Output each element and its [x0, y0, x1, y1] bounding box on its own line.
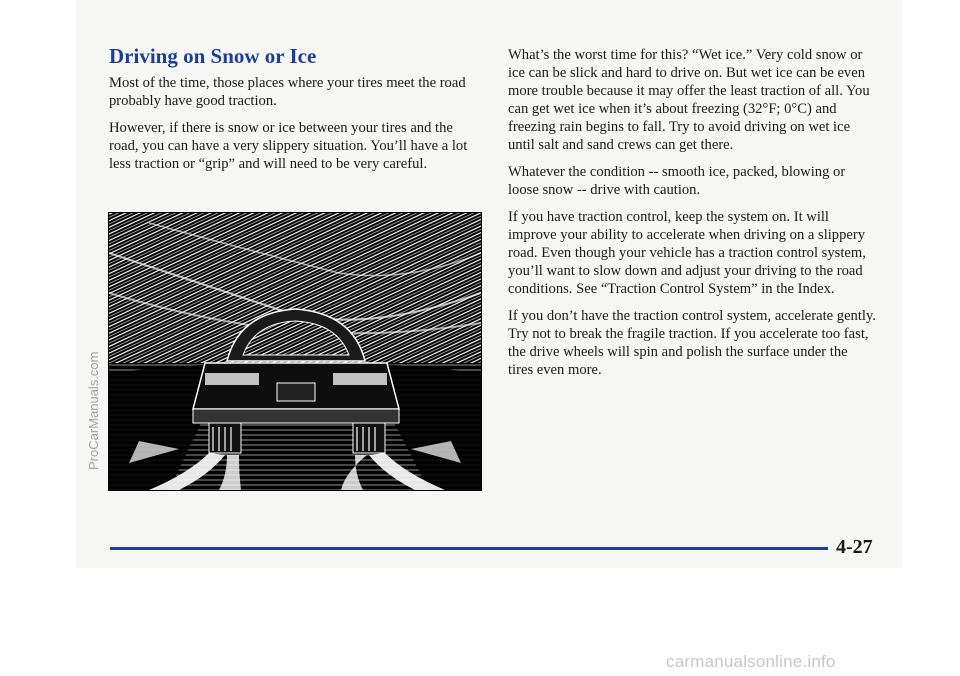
watermark: ProCarManuals.com [86, 351, 101, 470]
right-column [508, 46, 876, 388]
paragraph: What’s the worst time for this? “Wet ice.” Very cold snow or ice can be slick and hard to drive on. But wet ice can be even more trouble because it may offer the least traction of all. You can get wet ice when it’s about freezing (32°F; 0°C) and freezing rain begins to fall. Try to avoid driving on wet ice until salt and sand crews can get there. [508, 47, 870, 153]
car-on-snow-illustration [108, 212, 482, 491]
paragraph: However, if there is snow or ice between your tires and the road, you can have a very slippery situation. You’ll have a lot less traction or “grip” and will need to be very careful. [109, 120, 468, 172]
license-plate [277, 383, 315, 401]
rear-bumper [193, 409, 399, 423]
page-footer-rule [110, 547, 828, 550]
page-number: 4-27 [836, 536, 873, 558]
footer-site-link[interactable]: carmanualsonline.info [666, 652, 836, 671]
paragraph: If you have traction control, keep the system on. It will improve your ability to accelerate when driving on a slippery road. Even though your vehicle has a traction control system, you’ll want to slow down and adjust your driving to the road conditions. See “Traction Control System” in the Index. [508, 209, 866, 297]
tail-light [205, 373, 259, 385]
tail-light [333, 373, 387, 385]
left-column [109, 74, 479, 182]
paragraph: If you don’t have the traction control system, accelerate gently. Try not to break the fragile traction. If you accelerate too fast, the drive wheels will spin and polish the surface under the tires even more. [508, 308, 876, 378]
paragraph: Whatever the condition -- smooth ice, packed, blowing or loose snow -- drive with caution. [508, 164, 846, 198]
section-heading: Driving on Snow or Ice [109, 44, 317, 68]
paragraph: Most of the time, those places where your tires meet the road probably have good traction. [109, 75, 466, 109]
